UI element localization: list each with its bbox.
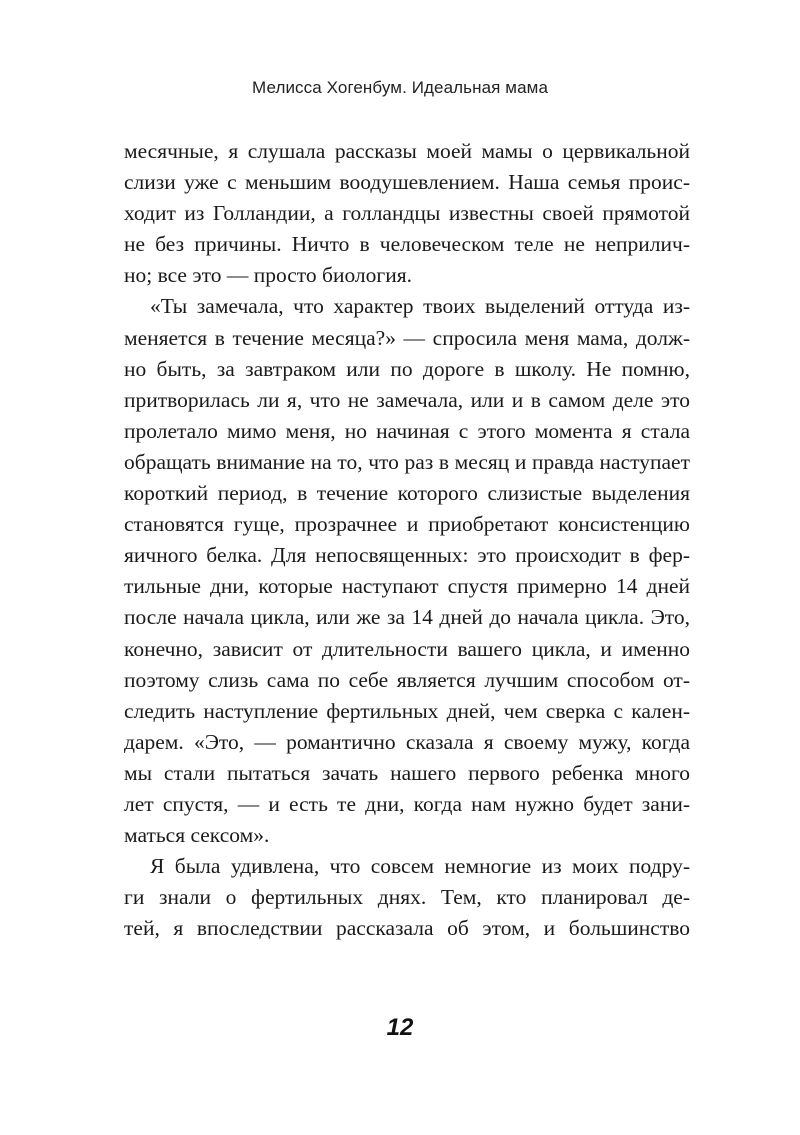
text-line: меняется в течение месяца?» — спросила меня мама, долж-: [124, 325, 690, 350]
text-line: но быть, за завтраком или по дороге в школу. Не помню,: [124, 356, 690, 381]
text-line: маться сексом».: [124, 823, 270, 848]
text-line: ги знали о фертильных днях. Тем, кто планировал де-: [124, 885, 690, 910]
text-line: после начала цикла, или же за 14 дней до начала цикла. Это,: [124, 605, 690, 630]
text-line: тей, я впоследствии рассказала об этом, и большинство: [124, 916, 690, 941]
text-line: яичного белка. Для непосвященных: это происходит в фер-: [124, 543, 690, 568]
text-line: дарем. «Это, — романтично сказала я своему мужу, когда: [124, 729, 690, 754]
text-line: слизи уже с меньшим воодушевлением. Наша семья проис-: [124, 170, 690, 195]
text-line: месячные, я слушала рассказы моей мамы о цервикальной: [124, 139, 690, 163]
text-line: обращать внимание на то, что раз в месяц и правда наступает: [124, 449, 690, 474]
text-line: «Ты замечала, что характер твоих выделений оттуда из-: [150, 294, 690, 319]
text-line: не без причины. Ничто в человеческом теле не неприлич-: [124, 232, 690, 257]
text-line: следить наступление фертильных дней, чем сверка с кален-: [124, 698, 690, 723]
page-number: 12: [386, 1014, 414, 1041]
text-line: притворилась ли я, что не замечала, или и в самом деле это: [124, 387, 690, 412]
text-line: тильные дни, которые наступают спустя примерно 14 дней: [124, 574, 690, 599]
text-line: конечно, зависит от длительности вашего цикла, и именно: [124, 636, 690, 661]
text-line: ходит из Голландии, а голландцы известны своей прямотой: [124, 201, 690, 226]
text-line: короткий период, в течение которого слизистые выделения: [124, 481, 690, 506]
text-line: пролетало мимо меня, но начиная с этого момента я стала: [124, 418, 690, 443]
body-text: [124, 136, 690, 944]
text-line: поэтому слизь сама по себе является лучшим способом от-: [124, 667, 690, 692]
text-line: мы стали пытаться зачать нашего первого ребенка много: [124, 760, 690, 785]
running-title: Мелисса Хогенбум. Идеальная мама: [252, 78, 548, 97]
text-line: становятся гуще, прозрачнее и приобретают консистенцию: [124, 512, 690, 537]
text-line: но; все это — просто биология.: [124, 263, 412, 288]
text-line: лет спустя, — и есть те дни, когда нам нужно будет зани-: [124, 791, 690, 816]
text-line: Я была удивлена, что совсем немногие из моих подру-: [150, 854, 690, 879]
